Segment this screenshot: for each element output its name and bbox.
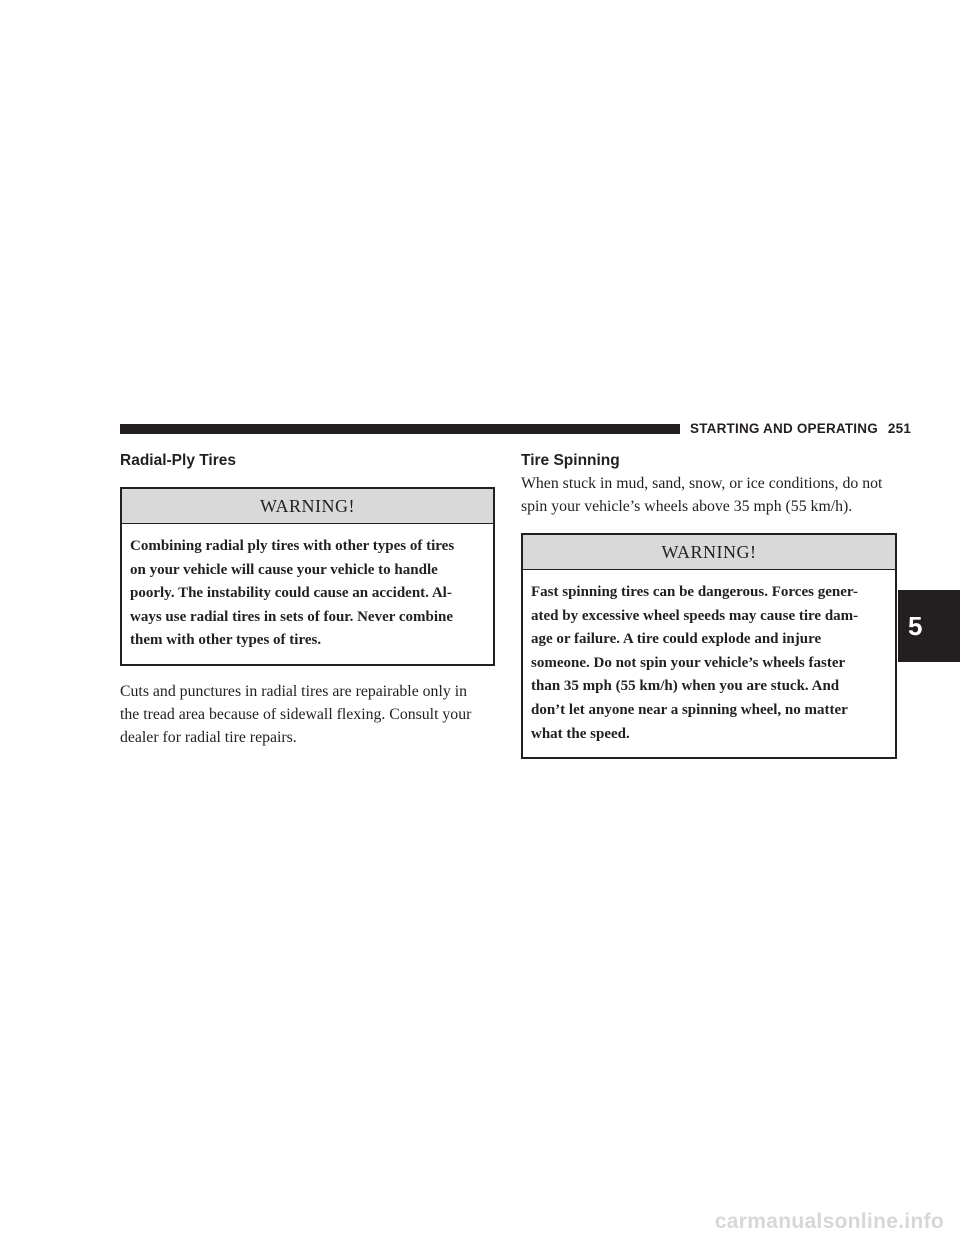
warning-box-radial (120, 487, 495, 666)
warning-line: on your vehicle will cause your vehicle to handle (130, 561, 438, 578)
warning-line: ated by excessive wheel speeds may cause tire dam- (531, 607, 859, 624)
warning-line: than 35 mph (55 km/h) when you are stuck. And (531, 678, 840, 695)
left-column (120, 450, 495, 749)
warning-line: someone. Do not spin your vehicle’s wheels faster (531, 654, 846, 671)
body-paragraph-radial (120, 680, 495, 749)
warning-line: don’t let anyone near a spinning wheel, no matter (531, 701, 848, 718)
paragraph-line: spin your vehicle’s wheels above 35 mph (55 km/h). (521, 498, 853, 515)
warning-title: WARNING! (523, 535, 895, 570)
section-title: STARTING AND OPERATING (690, 421, 878, 436)
warning-line: age or failure. A tire could explode and injure (531, 631, 822, 648)
body-paragraph-spinning (521, 472, 897, 518)
paragraph-line: When stuck in mud, sand, snow, or ice conditions, do not (521, 475, 883, 492)
chapter-number: 5 (908, 610, 923, 641)
running-header (690, 421, 911, 436)
section-heading-radial-ply: Radial-Ply Tires (120, 452, 237, 469)
warning-text (122, 524, 493, 664)
header-rule (120, 424, 680, 434)
chapter-thumb-tab (898, 590, 960, 662)
paragraph-line: Cuts and punctures in radial tires are repairable only in (120, 682, 467, 700)
paragraph-line: dealer for radial tire repairs. (120, 728, 297, 746)
warning-line: poorly. The instability could cause an accident. Al- (130, 585, 452, 602)
warning-line: them with other types of tires. (130, 632, 322, 649)
warning-title: WARNING! (122, 489, 493, 524)
warning-text (523, 570, 895, 757)
warning-line: Fast spinning tires can be dangerous. Forces gener- (531, 584, 858, 600)
watermark-text: carmanualsonline.info (714, 1210, 944, 1233)
right-column (521, 450, 897, 759)
warning-line: ways use radial tires in sets of four. Never combine (130, 608, 454, 625)
page-number: 251 (887, 421, 912, 436)
section-heading-tire-spinning: Tire Spinning (521, 452, 620, 469)
warning-line: Combining radial ply tires with other types of tires (130, 538, 455, 554)
paragraph-line: the tread area because of sidewall flexing. Consult your (120, 705, 472, 723)
warning-line: what the speed. (531, 725, 630, 742)
warning-box-spinning (521, 533, 897, 759)
